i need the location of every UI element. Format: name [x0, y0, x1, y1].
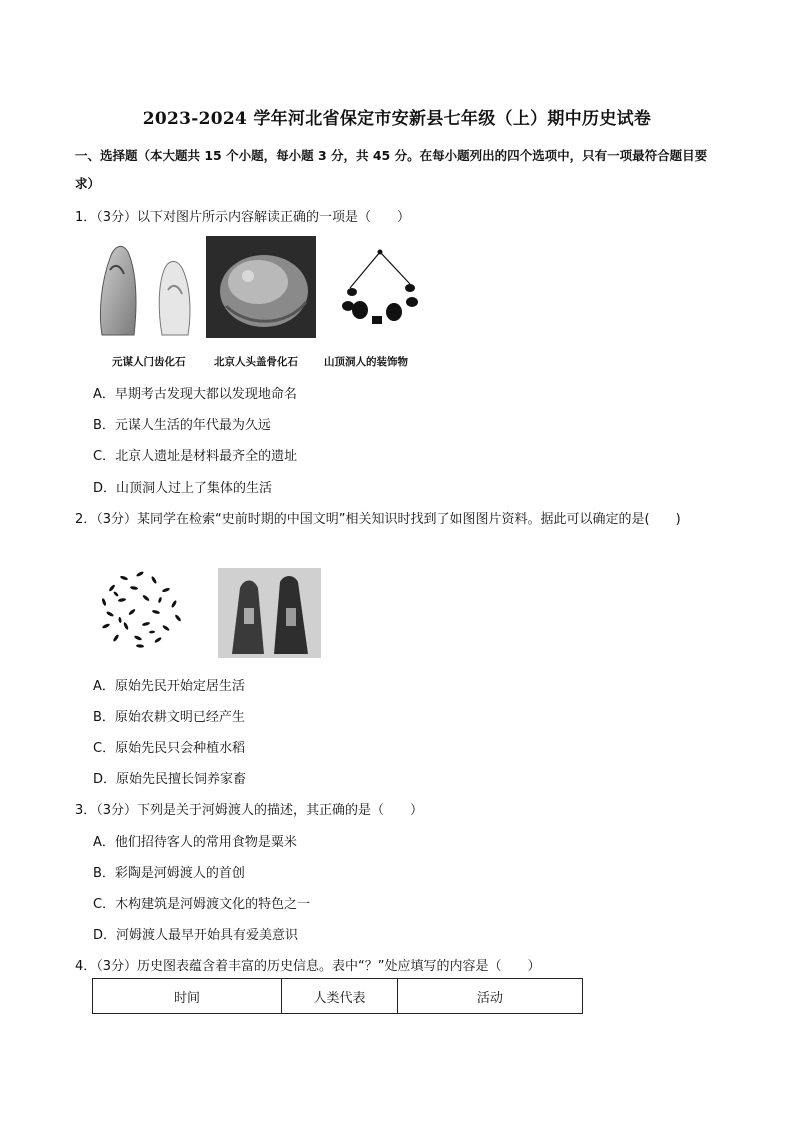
table-header-row — [93, 979, 583, 1014]
question-3-stem: 3．（3分）下列是关于河姆渡人的描述，其正确的是（ ） — [75, 803, 424, 818]
q2-option-d: D．原始先民擅长饲养家畜 — [93, 772, 247, 787]
q2-option-a: A．原始先民开始定居生活 — [93, 679, 245, 694]
bone-tools-image — [218, 568, 321, 658]
q1-option-d: D．山顶洞人过上了集体的生活 — [93, 481, 273, 496]
q1-option-b: B．元谋人生活的年代最为久远 — [93, 418, 271, 433]
question-1-stem: 1．（3分）以下对图片所示内容解读正确的一项是（ ） — [75, 210, 411, 225]
q2-option-c: C．原始先民只会种植水稻 — [93, 741, 246, 756]
table-header-representative: 人类代表 — [282, 979, 398, 1014]
caption-peking-man: 北京人头盖骨化石 — [214, 356, 298, 368]
caption-upper-cave: 山顶洞人的装饰物 — [324, 356, 408, 368]
q3-option-a: A．他们招待客人的常用食物是粟米 — [93, 835, 297, 850]
question-4-table — [92, 978, 583, 1014]
upper-cave-ornaments-image — [330, 244, 430, 334]
caption-yuanmou: 元谋人门齿化石 — [112, 356, 186, 368]
table-header-activity: 活动 — [397, 979, 582, 1014]
yuanmou-teeth-image — [92, 240, 202, 340]
q1-option-a: A．早期考古发现大都以发现地命名 — [93, 387, 297, 402]
page-title: 2023-2024 学年河北省保定市安新县七年级（上）期中历史试卷 — [142, 109, 652, 129]
q3-option-b: B．彩陶是河姆渡人的首创 — [93, 866, 245, 881]
q2-option-b: B．原始农耕文明已经产生 — [93, 710, 245, 725]
rice-grains-image — [94, 566, 186, 650]
q3-option-c: C．木构建筑是河姆渡文化的特色之一 — [93, 897, 311, 912]
table-header-time: 时间 — [93, 979, 282, 1014]
question-2-stem: 2．（3分）某同学在检索“史前时期的中国文明”相关知识时找到了如图图片资料。据此可以确定的是( ) — [75, 512, 681, 527]
section-header: 一、选择题（本大题共 15 个小题，每小题 3 分，共 45 分。在每小题列出的四个选项中，只有一项最符合题目要求） — [75, 148, 708, 191]
q1-option-c: C．北京人遗址是材料最齐全的遗址 — [93, 449, 298, 464]
question-4-stem: 4．（3分）历史图表蕴含着丰富的历史信息。表中“？”处应填写的内容是（ ） — [75, 959, 541, 974]
q3-option-d: D．河姆渡人最早开始具有爱美意识 — [93, 928, 299, 943]
peking-man-skull-image — [206, 236, 316, 338]
